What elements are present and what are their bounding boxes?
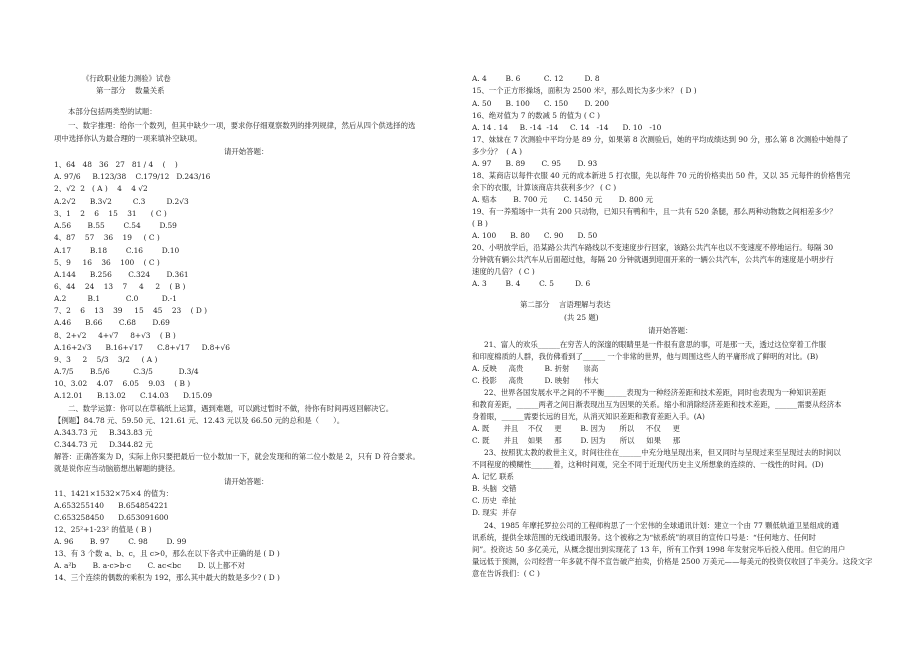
left-text-line: 就是说你应当动脑筋想出解题的捷径。	[54, 464, 180, 473]
left-text-line: A. 97/6 B.123/38 C.179/12 D.243/16	[54, 172, 211, 181]
right-text-line: 和教育差距，______两者之间日渐表现出互为因果的关系。缩小和消除经济差距和技术差距，______需要从经济本	[472, 400, 842, 409]
right-text-line: 15、一个正方形操场，面积为 2500 米²，那么周长为多少米？ ( D )	[472, 86, 697, 95]
left-text-line: A.2 B.1 C.0 D.-1	[54, 294, 178, 303]
left-text-line: A. a²b B. a·c>b·c C. ac<bc D. 以上都不对	[54, 561, 245, 570]
left-text-line: A.144 B.256 C.324 D.361	[54, 270, 189, 279]
right-text-line: 24、1985 年摩托罗拉公司的工程师构思了一个宏伟的全球通讯计划：建立一个由 77 颗低轨道卫星组成的通	[484, 521, 840, 530]
right-text-line: 23、按照犹太教的救世主义，时间往往在______中充分地呈现出来，但又同时与呈现过来至呈现过去的时间以	[484, 448, 841, 457]
left-text-line: A.56 B.55 C.54 D.59	[54, 221, 177, 230]
right-text-line: A. 既 并且 不仅 更 B. 因为 所以 不仅 更	[472, 424, 680, 433]
left-text-line: 7、2 6 13 39 15 45 23 ( D )	[54, 306, 208, 315]
left-text-line: A.2√2 B.3√2 C.3 D.2√3	[54, 197, 189, 206]
right-text-line: 间”。投资达 50 多亿美元，从概念提出到实现花了 13 年，所有工作到 1998 年发射完毕后投入使用。但它的用户	[472, 545, 846, 554]
right-text-line: C. 历史 牵扯	[472, 496, 517, 505]
right-text-line: 20、小明放学后，沿某路公共汽车路线以不变速度步行回家，该路公共汽车也以不变速度不停地运行。每隔 30	[472, 243, 834, 252]
left-text-line: 本部分包括两类型的试题：	[68, 107, 157, 116]
left-text-line: 二、数学运算：你可以在草稿纸上运算，遇到难题，可以跳过暂时不做，待你有时间再返回解决它。	[68, 404, 394, 413]
left-text-line: 请开始答题：	[224, 477, 269, 486]
right-text-line: 余下的衣服，计算该商店共获利多少？ ( C )	[472, 183, 617, 192]
left-text-line: 3、1 2 6 15 31 ( C )	[54, 209, 167, 218]
right-text-line: 不同程度的模糊性______着，这种时间观，完全不同于近现代历史主义所想象的连续的、一线性的时间。(D)	[472, 460, 824, 469]
right-text-line: A. 反映 高贵 B. 折射 崇高	[472, 364, 599, 373]
right-text-line: 和印度棉质的人群，我仿佛看到了______ 一个非常的世界，他与周围这些人的平庸形成了鲜明的对比。(B)	[472, 352, 819, 361]
right-text-line: 16、绝对值为 7 的数减 5 的值为 ( C )	[472, 111, 600, 120]
left-text-line: 【例题】84.78 元、59.50 元、121.61 元、12.43 元以及 66.50 元的总和是（ ）。	[54, 416, 345, 425]
right-text-line: A. 97 B. 89 C. 95 D. 93	[472, 159, 598, 168]
left-text-line: 《行政职业能力测验》试卷	[82, 74, 171, 83]
left-text-line: C.344.73 元 D.344.82 元	[54, 440, 153, 449]
left-text-line: A.17 B.18 C.16 D.10	[54, 246, 180, 255]
right-text-line: 身着眼，______需要长远的目光，从消灭知识差距和教育差距入手。(A)	[472, 412, 705, 421]
left-text-line: 4、87 57 36 19 ( C )	[54, 233, 160, 242]
right-text-line: 17、妹妹在 7 次测验中平均分是 89 分，如果第 8 次测验后，她的平均成绩达到 90 分，那么第 8 次测验中她得了	[472, 135, 849, 144]
left-text-line: 8、2+√2 4+√7 8+√3 ( B )	[54, 331, 176, 340]
left-text-line: 项中选择你认为最合理的一项来填补空缺项。	[54, 134, 202, 143]
left-text-line: 6、44 24 13 7 4 2 ( B )	[54, 282, 186, 291]
right-text-line: 请开始答题：	[648, 326, 693, 335]
left-text-line: 1、64 48 36 27 81 / 4 ( )	[54, 160, 178, 169]
right-text-line: 量远低于预测，公司经营一年多就不得不宣告破产拍卖，价格是 2500 万美元——每美元的投资仅收回了半美分。这段文字	[472, 557, 873, 566]
left-text-line: 14、三个连续的偶数的乘积为 192，那么其中最大的数是多少? ( D )	[54, 573, 280, 582]
left-text-line: 2、√2 2 ( A ) 4 4 √2	[54, 184, 148, 193]
left-text-line: A.7/5 B.5/6 C.3/5 D.3/4	[54, 367, 199, 376]
right-text-line: 22、世界各国发展水平之间的不平衡______表现为一种经济差距和技术差距，同时也表现为一种知识差距	[484, 388, 826, 397]
left-text-line: C.653258450 D.653091600	[54, 513, 169, 522]
right-text-line: B. 头脑 交错	[472, 484, 517, 493]
right-text-line: 第二部分 言语理解与表达	[520, 300, 611, 309]
left-text-line: 10、3.02 4.07 6.05 9.03 ( B )	[54, 379, 191, 388]
left-text-line: A.12.01 B.13.02 C.14.03 D.15.09	[54, 391, 213, 400]
right-text-line: A. 50 B. 100 C. 150 D. 200	[472, 99, 609, 108]
left-text-line: 5、9 16 36 100 ( C )	[54, 258, 160, 267]
right-text-line: 分钟就有辆公共汽车从后面超过他，每隔 20 分钟就遇到迎面开来的一辆公共汽车，公共汽车的速度是小明步行	[472, 255, 834, 264]
right-text-line: A. 14 . 14 B. -14 -14 C. 14 -14 D. 10 -10	[472, 123, 662, 132]
right-text-line: A. 4 B. 6 C. 12 D. 8	[472, 74, 600, 83]
right-text-line: C. 既 并且 如果 那 D. 因为 所以 如果 那	[472, 436, 681, 445]
left-text-line: 13、有 3 个数 a、b、c，且 c>0，那么在以下各式中正确的是 ( D )	[54, 549, 280, 558]
right-text-line: ( B )	[472, 219, 488, 228]
left-text-line: A.46 B.66 C.68 D.69	[54, 318, 170, 327]
right-text-line: 速度的几倍？ ( C )	[472, 267, 535, 276]
right-text-line: A. 赔本 B. 700 元 C. 1450 元 D. 800 元	[472, 195, 653, 204]
left-text-line: 请开始答题：	[224, 147, 269, 156]
right-text-line: 21、富人的欢乐______在穷苦人的深邃的眼睛里是一件很有意思的事，可是那一天，透过这位穿着工作服	[484, 340, 826, 349]
left-text-line: A.16+2√3 B.16+√17 C.8+√17 D.8+√6	[54, 343, 230, 352]
right-text-line: 意在告诉我们：( C )	[472, 569, 540, 578]
right-text-line: 19、有一养殖场中一共有 200 只动物，已知只有鸭和牛，且一共有 520 条腿，那么两种动物数之间相差多少？	[472, 207, 837, 216]
right-text-line: 讯系统，提供全球范围的无线通讯服务。这个被称之为“铱系统”的项目的宣传口号是：“任何地方、任何时	[472, 533, 816, 542]
right-text-line: D. 现实 并存	[472, 508, 517, 517]
right-text-line: A. 100 B. 80 C. 90 D. 50	[472, 231, 598, 240]
left-text-line: A.653255140 B.654854221	[54, 501, 169, 510]
right-text-line: C. 投影 高贵 D. 映射 伟大	[472, 376, 599, 385]
right-text-line: A. 记忆 联系	[472, 472, 514, 481]
left-text-line: 9、3 2 5/3 3/2 ( A )	[54, 355, 158, 364]
left-text-line: 11、1421×1532×75×4 的值为：	[54, 489, 174, 498]
right-text-line: (共 25 题)	[564, 313, 599, 322]
left-text-line: A.343.73 元 B.343.83 元	[54, 428, 153, 437]
left-text-line: 解答：正确答案为 D，实际上你只要把最后一位小数加一下，就会发现和的第二位小数是 2，只有 D 符合要求。	[54, 452, 420, 461]
left-text-line: 一、数字推理：给你一个数列，但其中缺少一项，要求你仔细观察数列的排列规律，然后从四个供选择的选	[68, 121, 416, 130]
left-text-line: 12、25²+1-23² 的值是 ( B )	[54, 525, 152, 534]
right-text-line: A. 3 B. 4 C. 5 D. 6	[472, 279, 591, 288]
left-text-line: A. 96 B. 97 C. 98 D. 99	[54, 537, 187, 546]
right-text-line: 多少分？ ( A )	[472, 147, 523, 156]
right-text-line: 18、某商店以每件衣服 40 元的成本新进 5 打衣服，先以每件 70 元的价格卖出 50 件，又以 35 元每件的价格售完	[472, 171, 851, 180]
left-text-line: 第一部分 数量关系	[96, 86, 165, 95]
